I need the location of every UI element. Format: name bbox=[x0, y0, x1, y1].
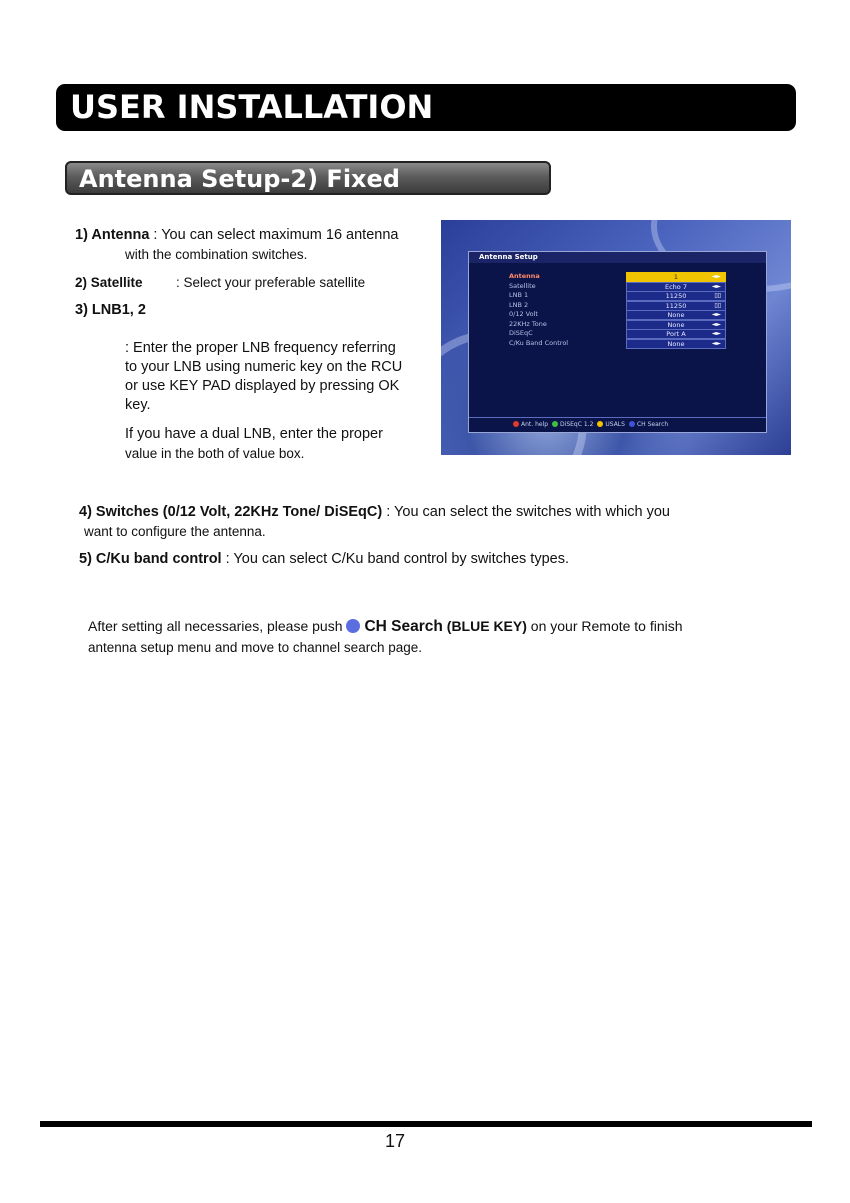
page-number: 17 bbox=[384, 1131, 406, 1151]
lnb-p1-line4: key. bbox=[125, 397, 151, 413]
lnb-p1-line3: or use KEY PAD displayed by pressing OK bbox=[125, 378, 400, 394]
menu-row-value[interactable] bbox=[626, 339, 726, 349]
page-title: USER INSTALLATION bbox=[70, 88, 434, 126]
antenna-setup-screenshot bbox=[441, 220, 791, 455]
arrows-icon: ▯▯ bbox=[714, 292, 721, 299]
blue-key-icon bbox=[346, 619, 360, 633]
menu-row-value[interactable] bbox=[626, 272, 726, 282]
menu-row[interactable] bbox=[469, 310, 766, 319]
menu-row-label: 0/12 Volt bbox=[509, 310, 538, 318]
menu-row-value[interactable] bbox=[626, 329, 726, 339]
antenna-text-2: with the combination switches. bbox=[125, 247, 308, 262]
ch-search-key: CH Search bbox=[364, 618, 443, 635]
menu-footer-key-label: Ant. help bbox=[521, 421, 549, 428]
menu-row-value[interactable] bbox=[626, 310, 726, 320]
antenna-setup-menu bbox=[468, 251, 767, 433]
subsection-title: Antenna Setup-2) Fixed bbox=[79, 165, 400, 193]
menu-row-label: C/Ku Band Control bbox=[509, 338, 569, 347]
color-key-icon bbox=[597, 421, 603, 427]
satellite-label: 2) Satellite bbox=[75, 275, 143, 290]
lnb-p1-line2: to your LNB using numeric key on the RCU bbox=[125, 359, 403, 375]
antenna-item bbox=[75, 226, 398, 245]
finish-note-pre: After setting all necessaries, please push bbox=[88, 618, 343, 634]
menu-row-label: DiSEqC bbox=[509, 329, 533, 337]
lnb-label: 3) LNB1, 2 bbox=[75, 302, 146, 318]
menu-footer-key bbox=[552, 421, 593, 428]
menu-row-label: Antenna bbox=[509, 272, 540, 280]
menu-row[interactable] bbox=[469, 291, 766, 300]
menu-row-value[interactable] bbox=[626, 282, 726, 292]
lnb-p1-line1: : Enter the proper LNB frequency referring bbox=[125, 340, 396, 356]
menu-row[interactable] bbox=[469, 282, 766, 291]
menu-footer-key bbox=[597, 421, 625, 428]
menu-title: Antenna Setup bbox=[469, 252, 766, 263]
color-key-icon bbox=[552, 421, 558, 427]
finish-note-line2: antenna setup menu and move to channel search page. bbox=[88, 640, 422, 655]
band-item bbox=[79, 550, 569, 569]
menu-footer-key-label: DiSEqC 1.2 bbox=[560, 421, 594, 428]
menu-row-label: Satellite bbox=[509, 281, 536, 290]
menu-footer-key-label: USALS bbox=[605, 421, 625, 428]
menu-row-label: LNB 1 bbox=[509, 291, 529, 299]
footer-rule bbox=[40, 1121, 812, 1127]
switches-text-2: want to configure the antenna. bbox=[84, 524, 266, 539]
menu-footer bbox=[469, 417, 766, 432]
menu-row-value-text: Port A bbox=[666, 330, 686, 338]
menu-row-value[interactable] bbox=[626, 291, 726, 301]
menu-row-value-text: None bbox=[667, 311, 685, 319]
arrows-icon: ◄► bbox=[711, 330, 721, 337]
antenna-label: 1) Antenna bbox=[75, 227, 150, 243]
satellite-item bbox=[75, 273, 143, 292]
arrows-icon: ◄► bbox=[711, 282, 721, 290]
band-text: : You can select C/Ku band control by switches types. bbox=[221, 551, 569, 567]
color-key-icon bbox=[629, 421, 635, 427]
finish-note bbox=[88, 617, 683, 636]
menu-row[interactable] bbox=[469, 329, 766, 338]
menu-row[interactable] bbox=[469, 339, 766, 348]
switches-text: : You can select the switches with which you bbox=[382, 504, 670, 520]
menu-row-value-text: None bbox=[667, 339, 685, 348]
menu-row-label: 22KHz Tone bbox=[509, 319, 547, 328]
switches-item bbox=[79, 503, 670, 522]
menu-row-value-text: 1 bbox=[673, 273, 679, 281]
band-label: 5) C/Ku band control bbox=[79, 551, 222, 567]
menu-row-label: LNB 2 bbox=[509, 300, 529, 309]
arrows-icon: ◄► bbox=[711, 339, 721, 347]
satellite-text: : Select your preferable satellite bbox=[176, 275, 366, 290]
finish-note-post: on your Remote to finish bbox=[526, 618, 683, 634]
menu-footer-key bbox=[629, 421, 668, 428]
arrows-icon: ◄► bbox=[711, 311, 721, 318]
blue-key-label: (BLUE KEY) bbox=[446, 618, 527, 634]
subsection-banner bbox=[65, 161, 551, 195]
lnb-p2-line1: If you have a dual LNB, enter the proper bbox=[125, 426, 383, 442]
antenna-text: : You can select maximum 16 antenna bbox=[149, 227, 399, 243]
arrows-icon: ◄► bbox=[711, 273, 721, 280]
menu-row-value-text: 11250 bbox=[665, 301, 687, 310]
menu-row-value-text: 11250 bbox=[665, 292, 687, 300]
menu-row-value-text: None bbox=[667, 320, 685, 329]
menu-footer-key bbox=[513, 421, 548, 428]
menu-row[interactable] bbox=[469, 301, 766, 310]
menu-row-value[interactable] bbox=[626, 301, 726, 311]
arrows-icon: ▯▯ bbox=[714, 301, 721, 309]
menu-row-value-text: Echo 7 bbox=[665, 282, 687, 291]
menu-row-value[interactable] bbox=[626, 320, 726, 330]
menu-row[interactable] bbox=[469, 320, 766, 329]
menu-footer-key-label: CH Search bbox=[636, 421, 669, 428]
lnb-p2-line2: value in the both of value box. bbox=[125, 446, 305, 461]
section-banner bbox=[56, 84, 796, 131]
arrows-icon: ◄► bbox=[711, 320, 721, 328]
color-key-icon bbox=[513, 421, 519, 427]
menu-row[interactable] bbox=[469, 272, 766, 281]
switches-label: 4) Switches (0/12 Volt, 22KHz Tone/ DiSEqC) bbox=[79, 504, 383, 520]
